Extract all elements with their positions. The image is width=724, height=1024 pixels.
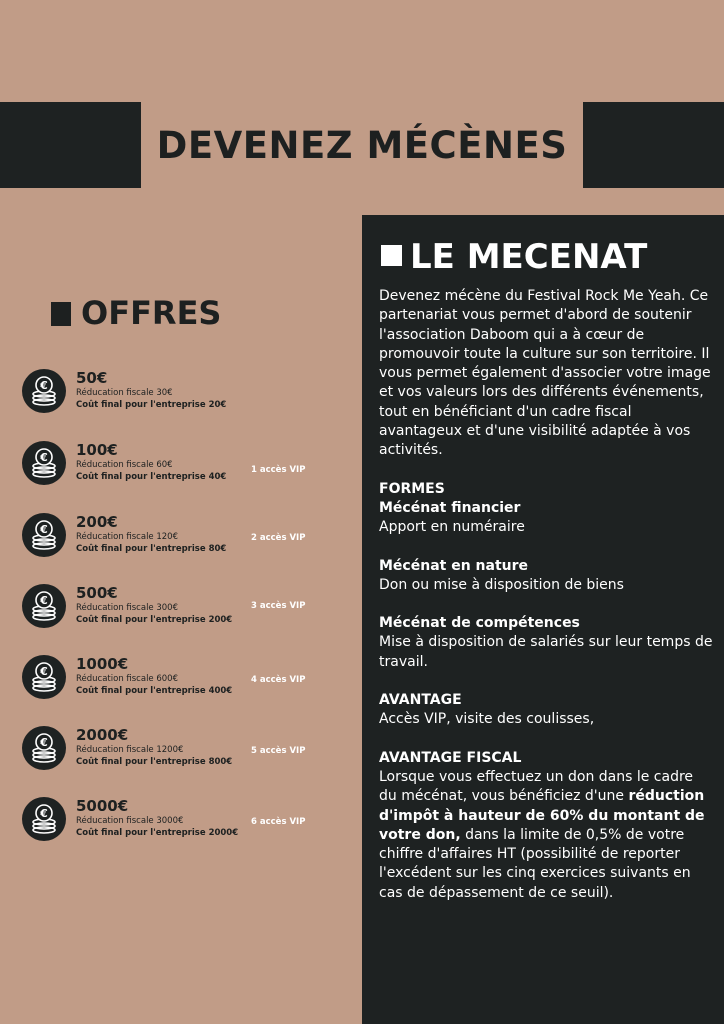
- svg-text:€: €: [40, 594, 48, 607]
- offer-amount: 500€: [76, 584, 118, 602]
- formes-label: FORMES: [379, 480, 445, 497]
- offer-vip: 5 accès VIP: [251, 746, 306, 756]
- square-bullet-icon: [51, 302, 71, 326]
- mecenat-intro: Devenez mécène du Festival Rock Me Yeah. Ce partenariat vous permet d'abord de soutenir l'association Daboom qui a à cœur de promouvoir toute la culture sur son territoire. Il vous permet également d'associer votre image et vos valeurs lors des différents événements, tout en bénéficiant d'un cadre fiscal avantageux et d'une visibilité adaptée à vos activités.: [379, 288, 711, 459]
- offer-cost: Coût final pour l'entreprise 800€: [76, 757, 233, 767]
- offer-vip: 4 accès VIP: [251, 675, 306, 685]
- svg-text:€: €: [40, 523, 48, 536]
- offer-cost: Coût final pour l'entreprise 40€: [76, 472, 227, 482]
- offres-title: OFFRES: [81, 294, 222, 332]
- offer-vip: 2 accès VIP: [251, 533, 306, 543]
- offer-amount: 5000€: [76, 797, 129, 815]
- offer-amount: 2000€: [76, 726, 129, 744]
- offer-item: [22, 726, 322, 776]
- offer-reduction: Réducation fiscale 3000€: [76, 816, 184, 826]
- offer-item: [22, 513, 322, 563]
- offer-item: [22, 584, 322, 634]
- page-title: DEVENEZ MÉCÈNES: [156, 124, 568, 167]
- offer-item: [22, 369, 322, 419]
- avantage-label: AVANTAGE: [379, 692, 462, 709]
- svg-text:€: €: [40, 736, 48, 749]
- fiscal-text-2: dans la limite de 0,5% de votre chiffre d'affaires HT (possibilité de reporter l'excédent sur les cinq exercices suivants en cas de dépassement de ce seuil).: [379, 826, 691, 901]
- avantage-text: Accès VIP, visite des coulisses,: [379, 711, 595, 728]
- offer-reduction: Réducation fiscale 120€: [76, 532, 178, 542]
- financier-text: Apport en numéraire: [379, 519, 525, 536]
- mecenat-body: [379, 287, 714, 903]
- euro-coins-icon: [22, 797, 66, 841]
- offer-reduction: Réducation fiscale 1200€: [76, 745, 184, 755]
- offer-vip: 3 accès VIP: [251, 601, 306, 611]
- offer-cost: Coût final pour l'entreprise 20€: [76, 400, 227, 410]
- offer-reduction: Réducation fiscale 60€: [76, 460, 173, 470]
- offer-item: [22, 441, 322, 491]
- mecenat-heading: [381, 237, 647, 277]
- fiscal-bold: réduction d'impôt à hauteur de 60% du montant de votre don,: [379, 788, 705, 843]
- header-bar-left: [0, 102, 141, 188]
- svg-text:€: €: [40, 451, 48, 464]
- competences-text: Mise à disposition de salariés sur leur temps de travail.: [379, 634, 713, 670]
- fiscal-text-1: Lorsque vous effectuez un don dans le cadre du mécénat, vous bénéficiez d'une: [379, 768, 694, 805]
- euro-coins-icon: [22, 441, 66, 485]
- mecenat-title: LE MECENAT: [410, 237, 648, 277]
- euro-coins-icon: [22, 369, 66, 413]
- euro-coins-icon: [22, 513, 66, 557]
- offres-heading: [51, 294, 221, 332]
- offer-amount: 1000€: [76, 655, 129, 673]
- euro-coins-icon: [22, 584, 66, 628]
- euro-coins-icon: [22, 655, 66, 699]
- offer-cost: Coût final pour l'entreprise 400€: [76, 686, 233, 696]
- nature-text: Don ou mise à disposition de biens: [379, 576, 624, 593]
- header-bar-right: [583, 102, 724, 188]
- svg-text:€: €: [40, 379, 48, 392]
- offer-reduction: Réducation fiscale 30€: [76, 388, 173, 398]
- offer-item: [22, 797, 322, 847]
- offer-amount: 200€: [76, 513, 118, 531]
- offer-amount: 50€: [76, 369, 108, 387]
- financier-title: Mécénat financier: [379, 499, 521, 516]
- mecenat-panel: [362, 215, 724, 1024]
- offer-cost: Coût final pour l'entreprise 200€: [76, 615, 233, 625]
- offer-vip: 1 accès VIP: [251, 465, 306, 475]
- offer-vip: 6 accès VIP: [251, 817, 306, 827]
- offer-cost: Coût final pour l'entreprise 80€: [76, 544, 227, 554]
- fiscal-label: AVANTAGE FISCAL: [379, 749, 522, 766]
- euro-coins-icon: [22, 726, 66, 770]
- svg-text:€: €: [40, 665, 48, 678]
- offer-amount: 100€: [76, 441, 118, 459]
- fiscal-text: [379, 768, 714, 903]
- offer-reduction: Réducation fiscale 600€: [76, 674, 178, 684]
- offer-reduction: Réducation fiscale 300€: [76, 603, 178, 613]
- nature-title: Mécénat en nature: [379, 557, 529, 574]
- svg-text:€: €: [40, 807, 48, 820]
- offer-item: [22, 655, 322, 705]
- square-bullet-icon: [381, 245, 402, 266]
- competences-title: Mécénat de compétences: [379, 615, 580, 632]
- offer-cost: Coût final pour l'entreprise 2000€: [76, 828, 239, 838]
